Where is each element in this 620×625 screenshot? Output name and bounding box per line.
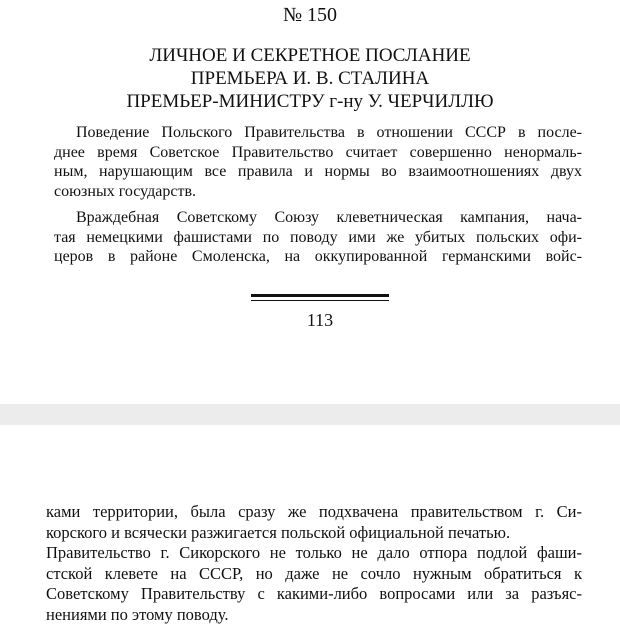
text-line: Враждебная Советскому Союзу клеветническая кампания, нача- xyxy=(54,208,582,228)
title-line: ПРЕМЬЕР-МИНИСТРУ г-ну У. ЧЕРЧИЛЛЮ xyxy=(0,90,620,113)
document-title xyxy=(0,44,620,113)
text-line: корского и всячески разжигается польской официальной печатью. xyxy=(46,523,582,544)
text-line: церов в районе Смоленска, на оккупированной германскими войс- xyxy=(54,247,582,267)
text-line: Поведение Польского Правительства в отношении СССР в после- xyxy=(54,123,582,143)
text-line: тая немецкими фашистами по поводу ими же убитых польских офи- xyxy=(54,228,582,248)
text-line: союзных государств. xyxy=(54,182,582,202)
page-separator xyxy=(0,404,620,425)
document-number: № 150 xyxy=(0,4,620,27)
body-text-top xyxy=(54,123,582,267)
text-line: ками территории, была сразу же подхвачена правительством г. Си- xyxy=(46,502,582,523)
text-line: нениями по этому поводу. xyxy=(46,605,582,625)
footer-rule-thin xyxy=(251,300,389,301)
title-line: ПРЕМЬЕРА И. В. СТАЛИНА xyxy=(0,67,620,90)
body-text-bottom xyxy=(46,502,582,625)
footer-rule-thick xyxy=(251,294,389,297)
paragraph-2 xyxy=(54,208,582,267)
text-line: Советскому Правительству с какими-либо вопросами или за разъяс- xyxy=(46,584,582,605)
text-line: днее время Советское Правительство считает совершенно ненормаль- xyxy=(54,143,582,163)
paragraph-1 xyxy=(54,123,582,201)
text-line: стской клевете на СССР, но даже не сочло нужным обратиться к xyxy=(46,564,582,585)
text-line: Правительство г. Сикорского не только не дало отпора подлой фаши- xyxy=(46,543,582,564)
page-number: 113 xyxy=(0,310,620,331)
title-line: ЛИЧНОЕ И СЕКРЕТНОЕ ПОСЛАНИЕ xyxy=(0,44,620,67)
text-line: ным, нарушающим все правила и нормы во взаимоотношениях двух xyxy=(54,162,582,182)
document-page-bottom xyxy=(0,425,620,624)
